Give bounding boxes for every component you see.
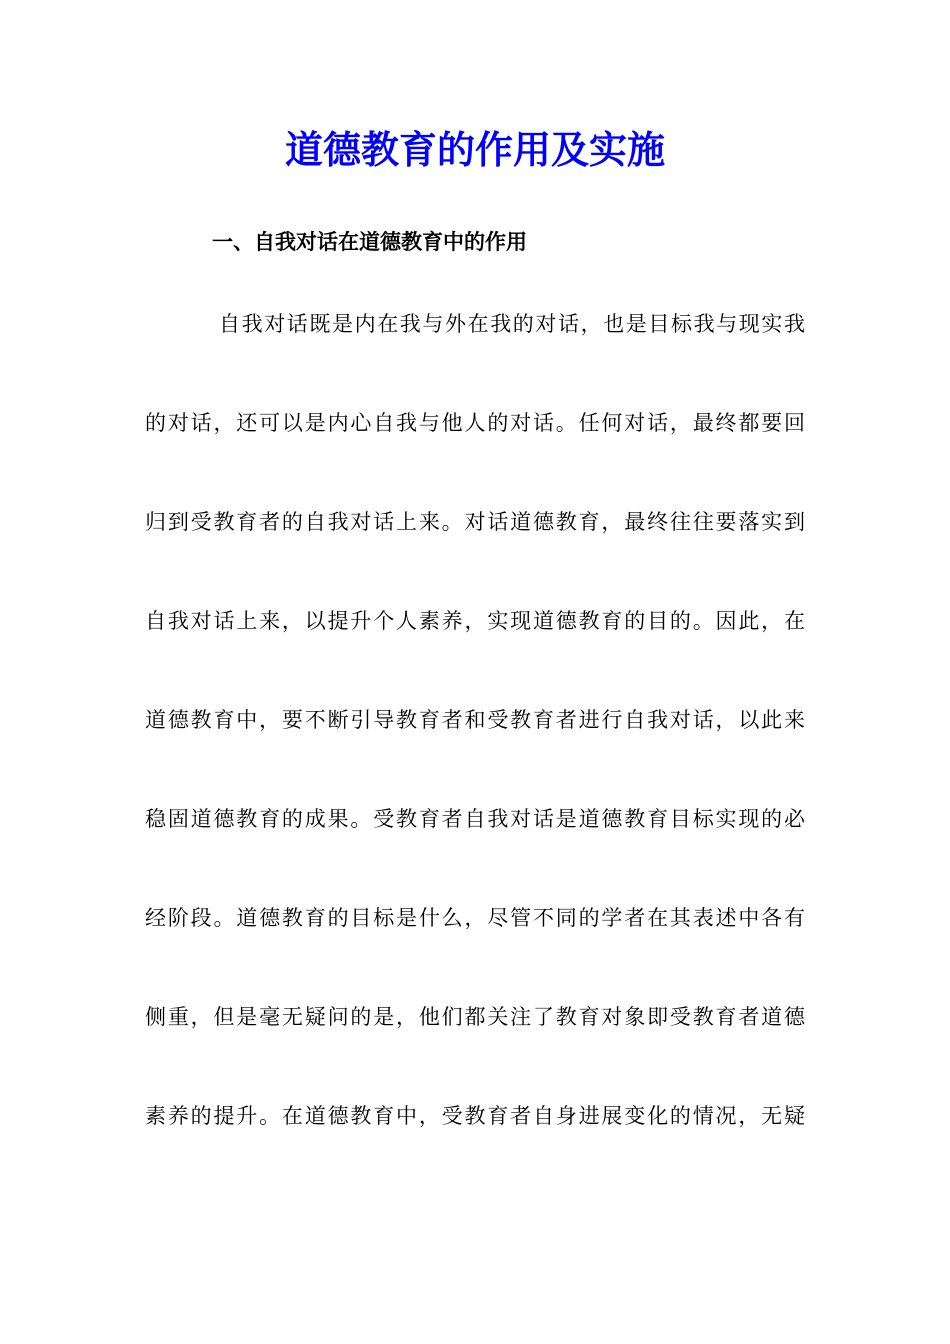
document-title: 道德教育的作用及实施 xyxy=(284,127,665,172)
paragraph-line: 自我对话既是内在我与外在我的对话，也是目标我与现实我 xyxy=(219,312,805,336)
paragraph-line: 稳固道德教育的成果。受教育者自我对话是道德教育目标实现的必 xyxy=(145,807,805,831)
section-heading: 一、自我对话在道德教育中的作用 xyxy=(212,230,527,254)
paragraph-line: 素养的提升。在道德教育中，受教育者自身进展变化的情况，无疑 xyxy=(145,1104,805,1128)
paragraph-line: 自我对话上来，以提升个人素养，实现道德教育的目的。因此，在 xyxy=(145,609,805,633)
paragraph-line: 道德教育中，要不断引导教育者和受教育者进行自我对话，以此来 xyxy=(145,708,805,732)
paragraph-line: 归到受教育者的自我对话上来。对话道德教育，最终往往要落实到 xyxy=(145,510,805,534)
paragraph-line: 的对话，还可以是内心自我与他人的对话。任何对话，最终都要回 xyxy=(145,411,805,435)
paragraph-line: 侧重，但是毫无疑问的是，他们都关注了教育对象即受教育者道德 xyxy=(145,1005,805,1029)
paragraph-line: 经阶段。道德教育的目标是什么，尽管不同的学者在其表述中各有 xyxy=(145,906,805,930)
